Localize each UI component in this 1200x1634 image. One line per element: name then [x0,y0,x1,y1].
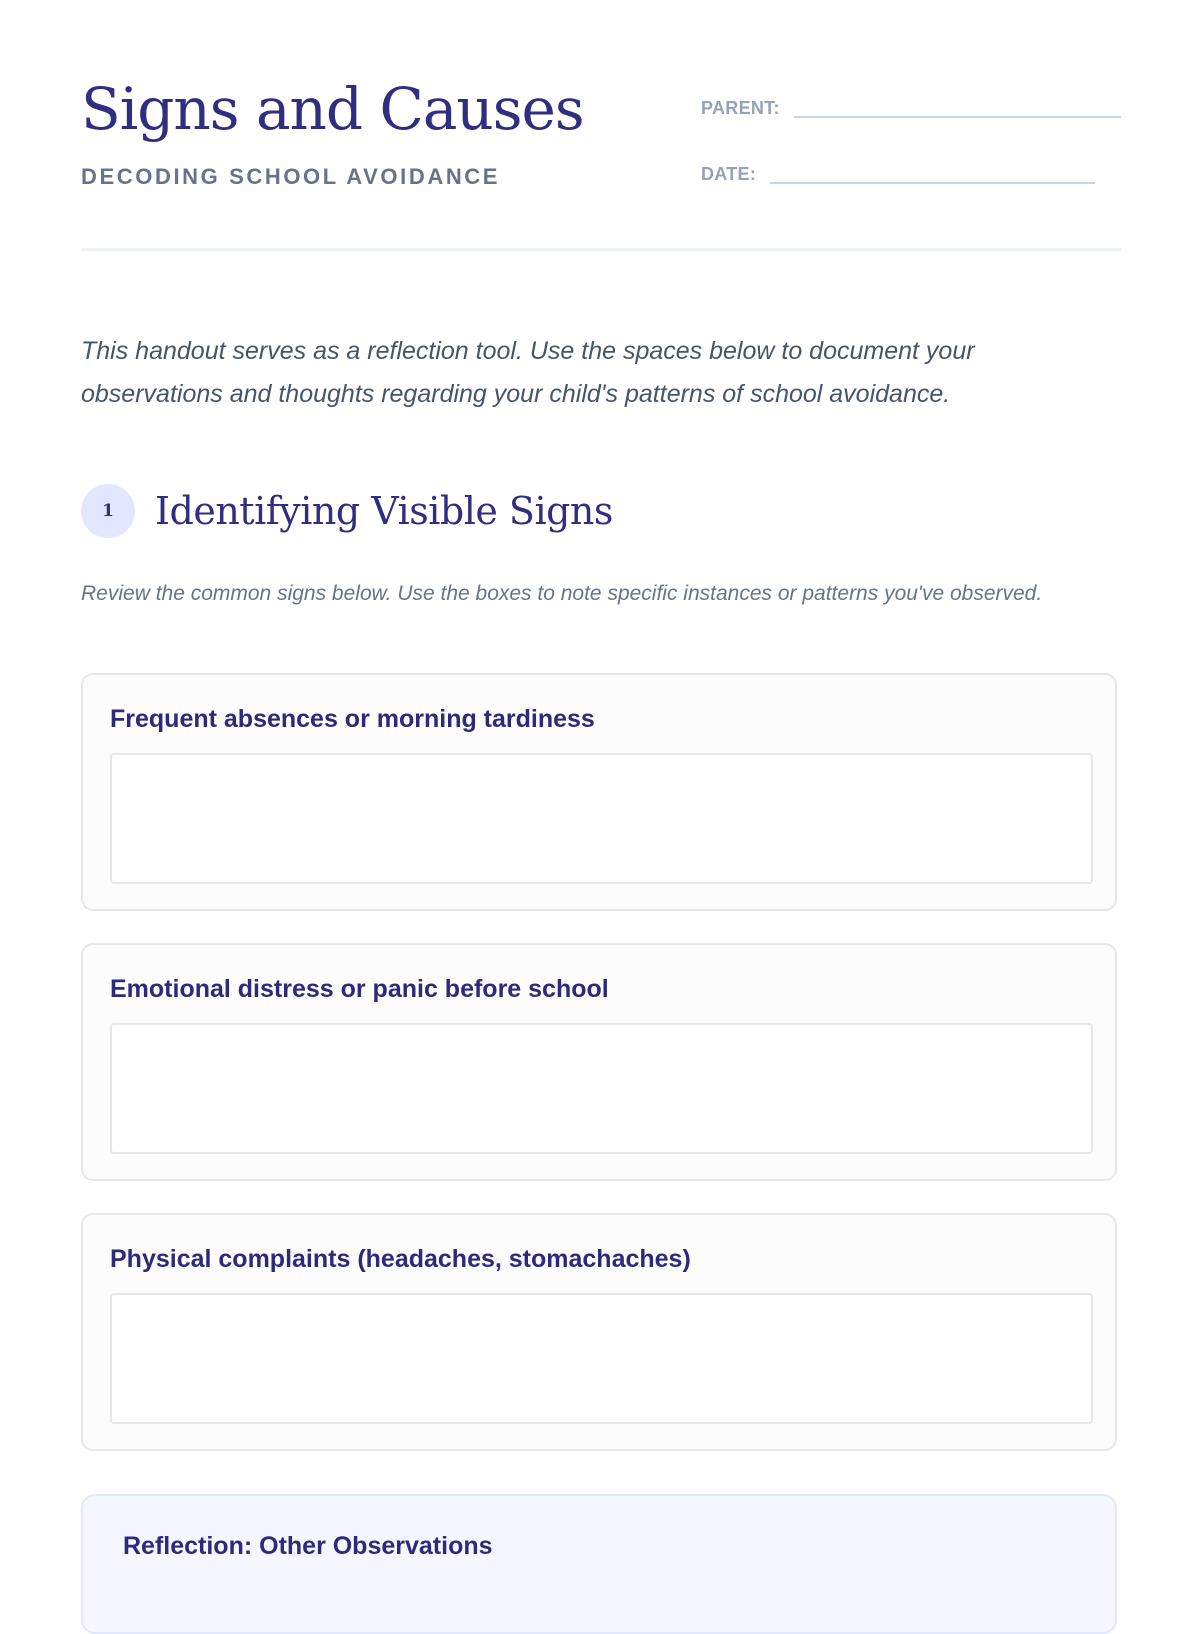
reflection-title: Reflection: Other Observations [123,1532,493,1560]
reflection-box [81,1494,1117,1634]
sign-card-emotional-distress [81,943,1117,1181]
page-subtitle: DECODING SCHOOL AVOIDANCE [81,164,501,189]
section-description: Review the common signs below. Use the boxes to note specific instances or patterns you've observed. [81,582,1043,605]
date-field-row [701,160,1095,184]
sign-title: Frequent absences or morning tardiness [110,705,595,733]
handout-page [81,0,1121,1560]
section-1-header [81,484,613,538]
intro-text: This handout serves as a reflection tool. Use the spaces below to document your observations and thoughts regarding your child's patterns of school avoidance. [81,337,975,408]
sign-card-absences [81,673,1117,911]
section-title: Identifying Visible Signs [155,489,613,533]
page-title: Signs and Causes [81,75,584,143]
date-label: DATE: [701,164,757,184]
sign-notes-field[interactable] [110,1293,1093,1424]
sign-title: Physical complaints (headaches, stomachaches) [110,1245,691,1273]
date-field[interactable] [770,160,1095,184]
parent-field-row [701,94,1121,118]
parent-label: PARENT: [701,98,780,118]
page-header [81,0,1121,251]
parent-field[interactable] [794,94,1121,118]
sign-title: Emotional distress or panic before school [110,975,609,1003]
section-number-badge: 1 [81,484,135,538]
sign-card-physical-complaints [81,1213,1117,1451]
sign-notes-field[interactable] [110,753,1093,884]
sign-notes-field[interactable] [110,1023,1093,1154]
